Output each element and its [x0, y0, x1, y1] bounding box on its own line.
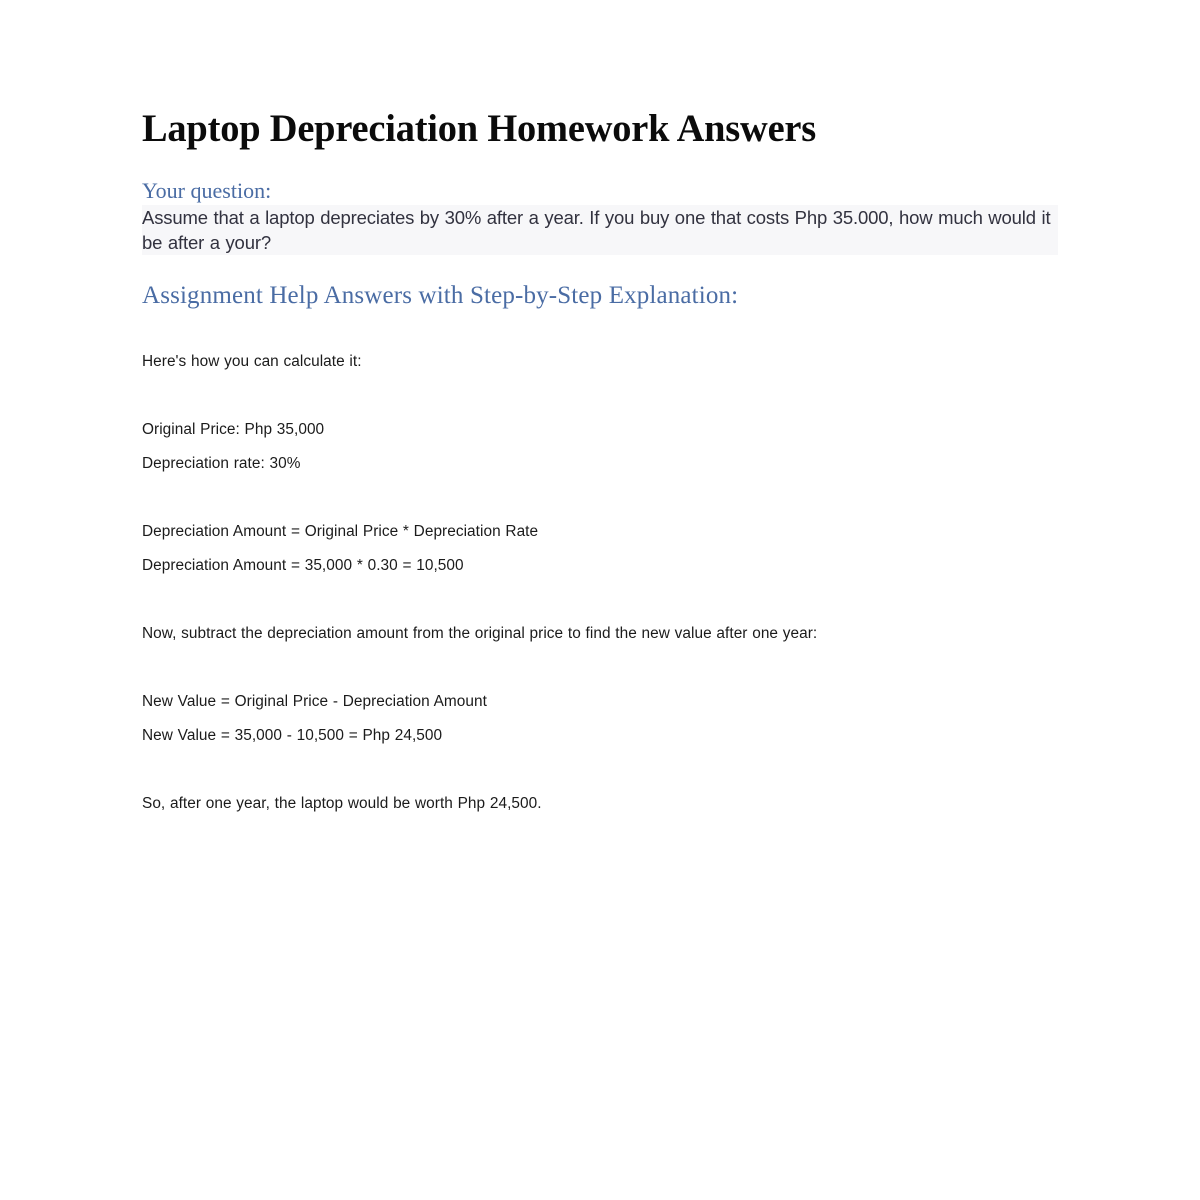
answer-line: Here's how you can calculate it:: [142, 353, 362, 370]
question-label: Your question:: [142, 178, 272, 203]
answer-line: Original Price: Php 35,000: [142, 421, 325, 438]
paragraph-spacer: [142, 379, 1062, 413]
answer-line: So, after one year, the laptop would be worth Php 24,500.: [142, 795, 542, 812]
answer-group-conclusion: [142, 787, 1062, 821]
document-content: [142, 106, 1062, 821]
question-text: Assume that a laptop depreciates by 30% after a year. If you buy one that costs Php 35.000, how much would it be after a your?: [142, 205, 1058, 255]
answer-group-givens: [142, 413, 1062, 481]
answer-line: New Value = 35,000 - 10,500 = Php 24,500: [142, 727, 443, 744]
answer-body: [142, 345, 1062, 821]
answer-group-subtract-note: [142, 617, 1062, 651]
paragraph-spacer: [142, 651, 1062, 685]
answer-line: Depreciation rate: 30%: [142, 455, 301, 472]
answer-line: Now, subtract the depreciation amount from the original price to find the new value after one year:: [142, 625, 818, 642]
answer-line: Depreciation Amount = Original Price * Depreciation Rate: [142, 523, 539, 540]
answer-group-depreciation-formula: [142, 515, 1062, 583]
answer-line: New Value = Original Price - Depreciation Amount: [142, 693, 487, 710]
answer-group-new-value: [142, 685, 1062, 753]
paragraph-spacer: [142, 583, 1062, 617]
paragraph-spacer: [142, 481, 1062, 515]
answer-section-heading: Assignment Help Answers with Step-by-Step Explanation:: [142, 282, 739, 309]
page-title: Laptop Depreciation Homework Answers: [142, 107, 817, 150]
question-section: [142, 178, 1062, 255]
paragraph-spacer: [142, 753, 1062, 787]
answer-line: Depreciation Amount = 35,000 * 0.30 = 10,500: [142, 557, 464, 574]
answer-group-intro: [142, 345, 1062, 379]
